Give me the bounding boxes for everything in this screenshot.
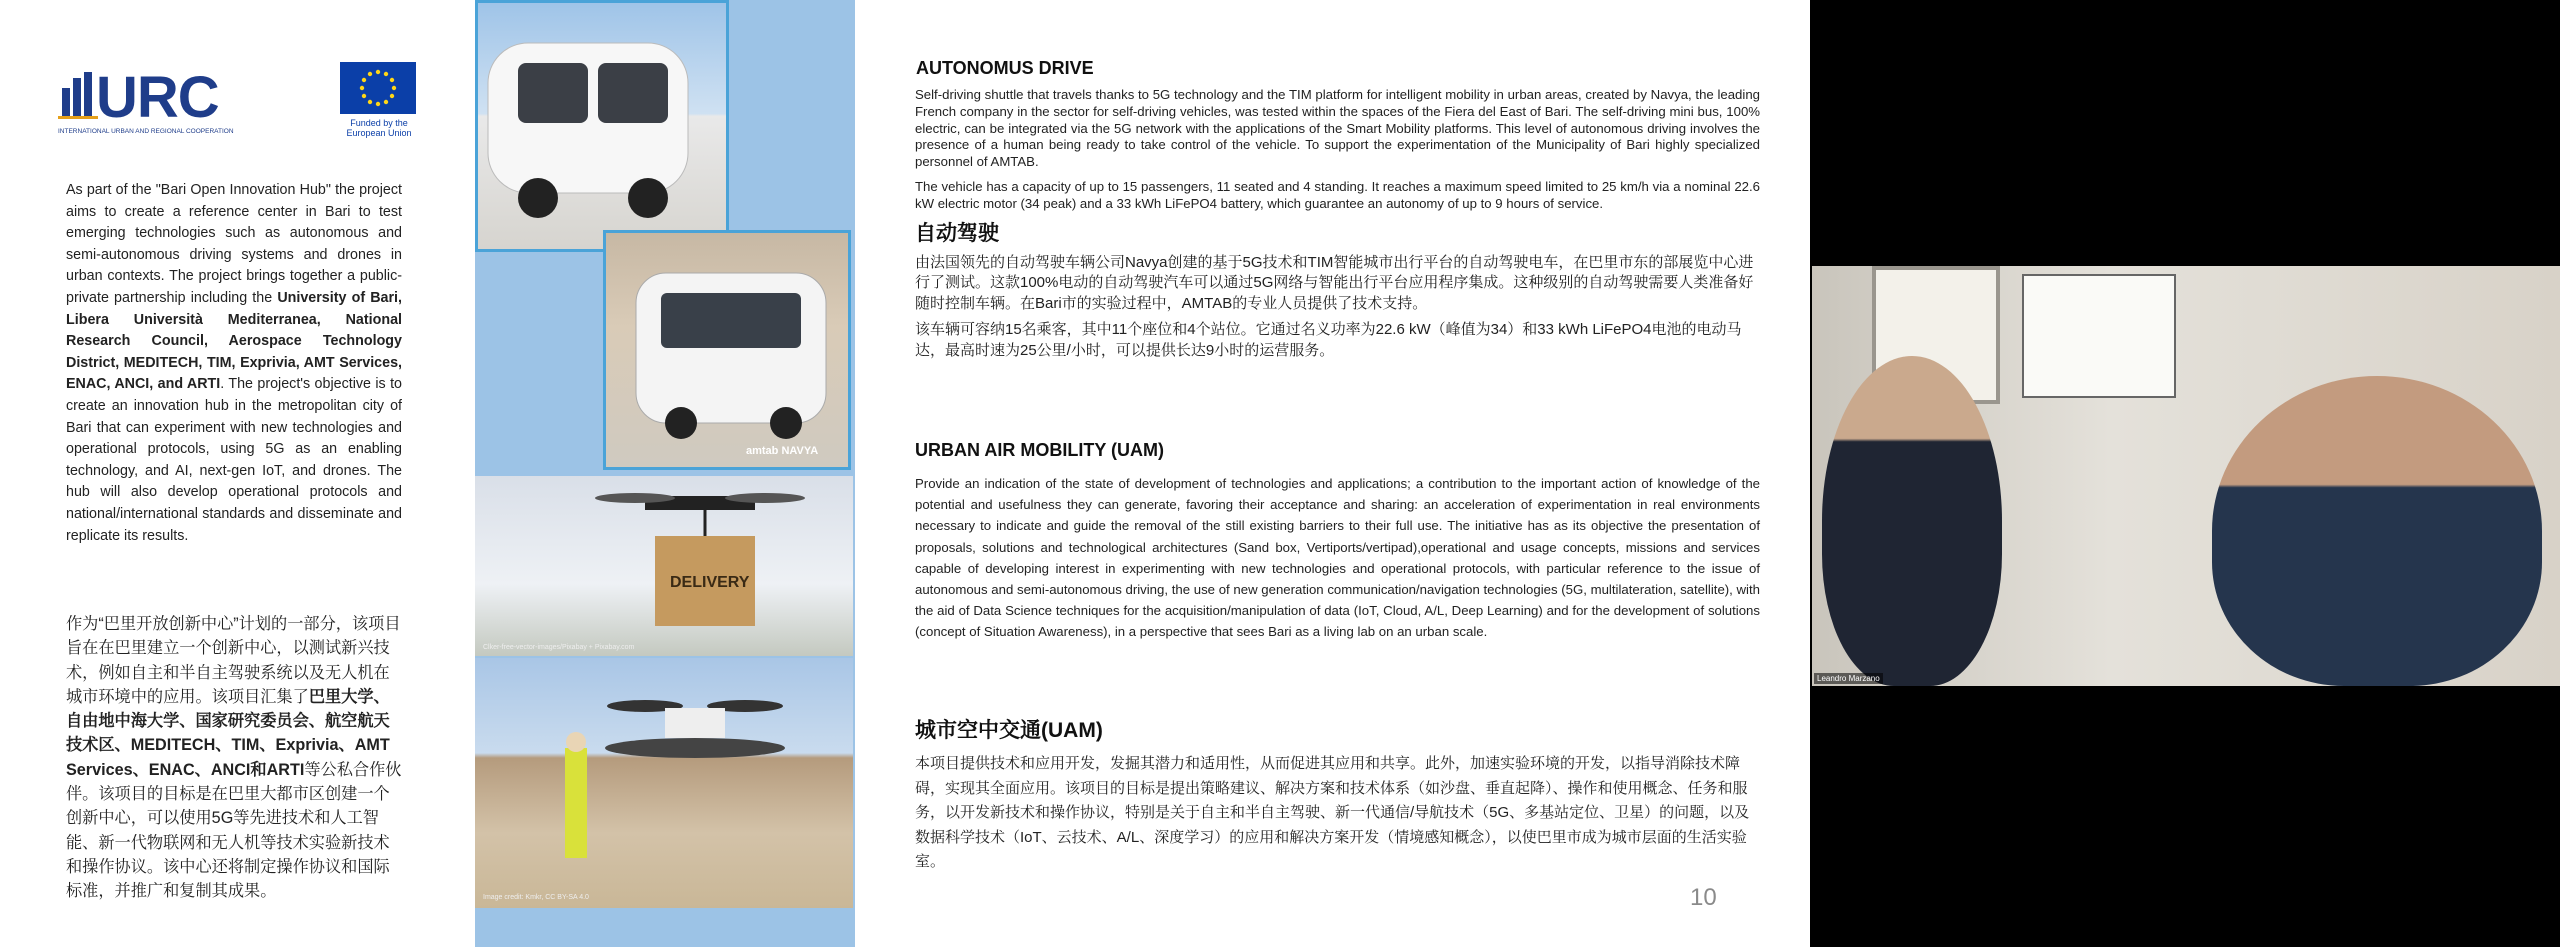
autonomous-drive-section [915, 58, 1760, 361]
uam-section [915, 440, 1760, 643]
drone-field-photo [475, 658, 853, 908]
delivery-drone-photo [475, 476, 853, 656]
intro-en-partners: University of Bari, Libera Università Mediterranea, National Research Council, Aerospace Technology District, MEDITECH, TIM, Exprivia, AMT Services, ENAC, ANCI, and ARTI [66, 289, 403, 393]
intro-cn-part1: 作为“巴里开放创新中心”计划的一部分，该项目旨在在巴里建立一个创新中心，以测试新兴技术，例如自主和半自主驾驶系统以及无人机在城市环境中的应用。该项目汇集了 [66, 615, 401, 706]
delivery-photo-credit: Clker-free-vector-images/Pixabay + Pixabay.com [483, 644, 635, 651]
autonomous-drive-paragraph-2: The vehicle has a capacity of up to 15 passengers, 11 seated and 4 standing. It reaches a maximum speed limited to 25 km/h via a nominal 22.6 kW electric motor (34 peak) and a 33 kWh LiFePO4 battery, which guarantee an autonomy of up to 9 hours of service. [915, 178, 1760, 211]
uam-cn-paragraph: 本项目提供技术和应用开发，发掘其潜力和适用性，从而促进其应用和共享。此外，加速实验环境的开发，以指导消除技术障碍，实现其全面应用。该项目的目标是提出策略建议、解决方案和技术体系（如沙盘、垂直起降）、操作和使用概念、任务和服务，以开发新技术和操作协议，特别是关于自主和半自主驾驶、新一代通信/导航技术（5G、多基站定位、卫星）的问题，以及数据科学技术（IoT、云技术、A/L、深度学习）的应用和解决方案开发（情境感知概念），以使巴里市成为城市层面的生活实验室。 [915, 755, 1750, 870]
urc-wordmark: URC [96, 65, 219, 130]
participant-name-tag: Leandro Marzano [1814, 673, 1883, 684]
intro-cn-part2: 等公私合作伙伴。该项目的目标是在巴里大都市区创建一个创新中心，可以使用5G等先进技术和人工智能、新一代物联网和无人机等技术实验新技术和操作协议。该中心还将制定操作协议和国际标准，并推广和复制其成果。 [66, 760, 402, 901]
drone-photo-credit: Image credit: Kmkr, CC BY-SA 4.0 [483, 894, 589, 901]
quadcopter-icon [475, 658, 853, 908]
autonomous-drive-paragraph-1: Self-driving shuttle that travels thanks to 5G technology and the TIM platform for intelligent mobility in urban areas, created by Navya, the leading French company in the sector for self-driving vehicles, was tested within the spaces of the Fiera del East of Bari. The self-driving mini bus, 100% electric, can be integrated via the 5G network with the applications of the Smart Mobility platforms. This level of autonomous driving involves the presence of a human being ready to take control of the vehicle. To support the experimentation of the Municipality of Bari highly specialized personnel of AMTAB. [915, 87, 1760, 170]
shuttle-photo-2-mark: amtab NAVYA [746, 445, 819, 457]
intro-text-cn [66, 612, 402, 904]
participant-right [2212, 376, 2542, 686]
uam-paragraph: Provide an indication of the state of development of technologies and applications; a contribution to the important action of knowledge of the potential and usefulness they can generate, favoring their acceptance and sharing: an acceleration of experimentation in real environments necessary to indicate and guide the removal of the still existing barriers to their full use. The initiative has as its objective the presentation of proposals, solutions and technological architectures (Sand box, Vertiports/vertipad),operational and usage concepts, missions and services capable of developing interest in experimenting with new technologies and operational protocols, with particular reference to the issue of autonomous and semi-autonomous driving, the use of new generation communication/navigation technologies (5G, multilateration, satellite), with the aid of Data Science techniques for the acquisition/manipulation of data (IoT, Cloud, A/L, Deep Learning) and for the development of solutions (concept of Situation Awareness), in a perspective that sees Bari as a living lab on an urban scale. [915, 476, 1760, 640]
shuttle-bus-icon [478, 3, 726, 249]
uam-cn-section [915, 714, 1760, 875]
uam-title: URBAN AIR MOBILITY (UAM) [915, 440, 1164, 460]
logo-bar [58, 62, 418, 152]
autonomous-drive-title: AUTONOMUS DRIVE [916, 58, 1094, 78]
delivery-drone-icon [475, 476, 853, 656]
eu-funding-caption: Funded by the European Union [346, 118, 412, 138]
intro-en-part2: . The project's objective is to create an innovation hub in the metropolitan city of Bari that can experiment with new technologies and operational protocols, using 5G as an enabling technology, and AI, next-gen IoT, and drones. The hub will also develop operational protocols and national/international standards and disseminate and replicate its results. [66, 376, 402, 544]
intro-text-en [66, 180, 402, 547]
urc-logo [58, 65, 278, 140]
urc-subtitle: INTERNATIONAL URBAN AND REGIONAL COOPERATION [58, 128, 234, 135]
autonomous-drive-cn-2: 该车辆可容纳15名乘客，其中11个座位和4个站位。它通过名义功率为22.6 kW（峰值为34）和33 kWh LiFePO4电池的电动马达，最高时速为25公里/小时，可以提供长达9小时的运营服务。 [915, 321, 1742, 359]
autonomous-drive-cn-1: 由法国领先的自动驾驶车辆公司Navya创建的基于5G技术和TIM智能城市出行平台的自动驾驶电车，在巴里市东的部展览中心进行了测试。这款100%电动的自动驾驶汽车可以通过5G网络与智能出行平台应用程序集成。这种级别的自动驾驶需要人类准备好随时控制车辆。在Bari市的实验过程中，AMTAB的专业人员提供了技术支持。 [915, 253, 1754, 312]
autonomous-drive-title-cn: 自动驾驶 [915, 221, 999, 245]
video-whiteboard [2022, 274, 2176, 398]
video-participant-tile[interactable] [1812, 266, 2560, 686]
intro-cn-partners: 巴里大学、自由地中海大学、国家研究委员会、航空航天技术区、MEDITECH、TIM、Exprivia、AMT Services、ENAC、ANCI和ARTI [66, 687, 390, 779]
shuttle-photo-1 [475, 0, 729, 252]
uam-title-cn: 城市空中交通(UAM) [915, 719, 1103, 742]
shuttle-bus-front-icon [606, 233, 848, 467]
intro-en-part1: As part of the "Bari Open Innovation Hub" the project aims to create a reference center in Bari to test emerging technologies such as autonomous and semi-autonomous driving systems and drones in urban contexts. The project brings together a public-private partnership including the [66, 182, 402, 306]
delivery-box-label: DELIVERY [670, 574, 750, 591]
page-number: 10 [1690, 884, 1717, 911]
shuttle-photo-2 [603, 230, 851, 470]
participant-left [1822, 356, 2002, 686]
eu-flag-icon [340, 62, 416, 114]
